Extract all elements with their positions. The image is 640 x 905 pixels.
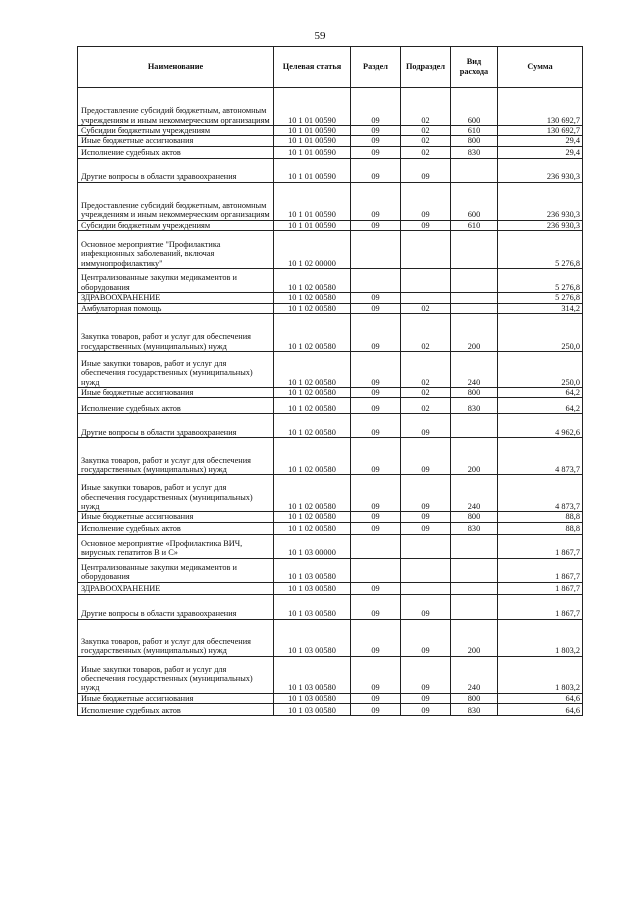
cell-target-article: 10 1 02 00000 bbox=[274, 231, 351, 269]
cell-target-article: 10 1 02 00580 bbox=[274, 414, 351, 438]
table-row bbox=[78, 158, 583, 182]
cell-sum: 4 873,7 bbox=[498, 475, 583, 512]
cell-target-article: 10 1 03 00580 bbox=[274, 656, 351, 693]
cell-expense-type: 800 bbox=[451, 136, 498, 146]
cell-section: 09 bbox=[351, 438, 401, 475]
cell-target-article: 10 1 02 00580 bbox=[274, 522, 351, 534]
cell-target-article: 10 1 03 00580 bbox=[274, 594, 351, 619]
cell-section: 09 bbox=[351, 704, 401, 716]
cell-target-article: 10 1 03 00000 bbox=[274, 534, 351, 558]
cell-expense-type: 600 bbox=[451, 88, 498, 126]
cell-name: Иные закупки товаров, работ и услуг для обеспечения государственных (муниципальных) нужд bbox=[78, 475, 274, 512]
cell-subsection: 02 bbox=[401, 146, 451, 158]
cell-target-article: 10 1 03 00580 bbox=[274, 558, 351, 582]
cell-target-article: 10 1 02 00580 bbox=[274, 438, 351, 475]
cell-section: 09 bbox=[351, 594, 401, 619]
cell-subsection: 09 bbox=[401, 414, 451, 438]
cell-sum: 29,4 bbox=[498, 136, 583, 146]
cell-target-article: 10 1 02 00580 bbox=[274, 314, 351, 352]
cell-expense-type bbox=[451, 534, 498, 558]
cell-section bbox=[351, 534, 401, 558]
cell-expense-type bbox=[451, 558, 498, 582]
cell-section: 09 bbox=[351, 619, 401, 656]
cell-subsection: 02 bbox=[401, 388, 451, 398]
cell-section bbox=[351, 231, 401, 269]
cell-name: Другие вопросы в области здравоохранения bbox=[78, 594, 274, 619]
cell-sum: 1 803,2 bbox=[498, 656, 583, 693]
cell-section: 09 bbox=[351, 522, 401, 534]
cell-expense-type: 240 bbox=[451, 475, 498, 512]
cell-name: Иные закупки товаров, работ и услуг для обеспечения государственных (муниципальных) нужд bbox=[78, 352, 274, 388]
cell-sum: 236 930,3 bbox=[498, 158, 583, 182]
table-row bbox=[78, 126, 583, 136]
cell-sum: 1 803,2 bbox=[498, 619, 583, 656]
table-row bbox=[78, 182, 583, 220]
cell-sum: 1 867,7 bbox=[498, 558, 583, 582]
cell-target-article: 10 1 01 00590 bbox=[274, 182, 351, 220]
table-row bbox=[78, 231, 583, 269]
table-row bbox=[78, 619, 583, 656]
cell-subsection: 09 bbox=[401, 704, 451, 716]
header-sum: Сумма bbox=[498, 47, 583, 88]
cell-target-article: 10 1 01 00590 bbox=[274, 158, 351, 182]
table-header-row bbox=[78, 47, 583, 88]
cell-subsection: 09 bbox=[401, 158, 451, 182]
table-row bbox=[78, 704, 583, 716]
cell-section: 09 bbox=[351, 182, 401, 220]
table-row bbox=[78, 475, 583, 512]
table-row bbox=[78, 398, 583, 414]
cell-name: Другие вопросы в области здравоохранения bbox=[78, 414, 274, 438]
cell-expense-type: 240 bbox=[451, 656, 498, 693]
cell-section: 09 bbox=[351, 126, 401, 136]
cell-sum: 130 692,7 bbox=[498, 126, 583, 136]
cell-sum: 88,8 bbox=[498, 522, 583, 534]
cell-subsection bbox=[401, 231, 451, 269]
cell-expense-type: 830 bbox=[451, 398, 498, 414]
cell-expense-type bbox=[451, 293, 498, 303]
page-number: 59 bbox=[314, 30, 326, 42]
table-row bbox=[78, 512, 583, 522]
cell-target-article: 10 1 01 00590 bbox=[274, 220, 351, 230]
cell-name: Закупка товаров, работ и услуг для обеспечения государственных (муниципальных) нужд bbox=[78, 619, 274, 656]
cell-expense-type: 830 bbox=[451, 704, 498, 716]
cell-name: Предоставление субсидий бюджетным, автономным учреждениям и иным некоммерческим организациям bbox=[78, 182, 274, 220]
cell-expense-type bbox=[451, 303, 498, 313]
table-row bbox=[78, 220, 583, 230]
cell-section: 09 bbox=[351, 136, 401, 146]
cell-expense-type: 240 bbox=[451, 352, 498, 388]
header-name: Наименование bbox=[78, 47, 274, 88]
cell-subsection: 09 bbox=[401, 438, 451, 475]
cell-section: 09 bbox=[351, 314, 401, 352]
cell-target-article: 10 1 01 00590 bbox=[274, 88, 351, 126]
cell-name: Централизованные закупки медикаментов и оборудования bbox=[78, 269, 274, 293]
cell-subsection bbox=[401, 534, 451, 558]
cell-sum: 236 930,3 bbox=[498, 220, 583, 230]
table-row bbox=[78, 522, 583, 534]
cell-sum: 64,6 bbox=[498, 704, 583, 716]
cell-section: 09 bbox=[351, 293, 401, 303]
cell-sum: 5 276,8 bbox=[498, 231, 583, 269]
table-row bbox=[78, 534, 583, 558]
cell-section bbox=[351, 558, 401, 582]
cell-name: Субсидии бюджетным учреждениям bbox=[78, 220, 274, 230]
table-row bbox=[78, 269, 583, 293]
cell-target-article: 10 1 01 00590 bbox=[274, 126, 351, 136]
cell-sum: 250,0 bbox=[498, 314, 583, 352]
cell-name: Исполнение судебных актов bbox=[78, 146, 274, 158]
cell-name: Закупка товаров, работ и услуг для обеспечения государственных (муниципальных) нужд bbox=[78, 438, 274, 475]
cell-expense-type: 200 bbox=[451, 438, 498, 475]
cell-subsection: 09 bbox=[401, 594, 451, 619]
cell-subsection: 02 bbox=[401, 126, 451, 136]
cell-expense-type: 800 bbox=[451, 693, 498, 703]
cell-subsection: 09 bbox=[401, 220, 451, 230]
table-row bbox=[78, 303, 583, 313]
table-row bbox=[78, 582, 583, 594]
table-row bbox=[78, 146, 583, 158]
table-row bbox=[78, 594, 583, 619]
table-row bbox=[78, 414, 583, 438]
cell-sum: 1 867,7 bbox=[498, 582, 583, 594]
cell-section: 09 bbox=[351, 475, 401, 512]
cell-sum: 64,2 bbox=[498, 398, 583, 414]
cell-subsection: 09 bbox=[401, 693, 451, 703]
cell-name: Другие вопросы в области здравоохранения bbox=[78, 158, 274, 182]
cell-target-article: 10 1 03 00580 bbox=[274, 693, 351, 703]
cell-sum: 64,2 bbox=[498, 388, 583, 398]
header-section: Раздел bbox=[351, 47, 401, 88]
cell-subsection bbox=[401, 293, 451, 303]
cell-subsection bbox=[401, 558, 451, 582]
cell-target-article: 10 1 03 00580 bbox=[274, 704, 351, 716]
cell-name: Субсидии бюджетным учреждениям bbox=[78, 126, 274, 136]
cell-name: Исполнение судебных актов bbox=[78, 522, 274, 534]
cell-section: 09 bbox=[351, 158, 401, 182]
table-row bbox=[78, 656, 583, 693]
table-row bbox=[78, 88, 583, 126]
cell-sum: 29,4 bbox=[498, 146, 583, 158]
cell-section: 09 bbox=[351, 693, 401, 703]
cell-section: 09 bbox=[351, 146, 401, 158]
cell-section: 09 bbox=[351, 352, 401, 388]
cell-name: Амбулаторная помощь bbox=[78, 303, 274, 313]
cell-section: 09 bbox=[351, 88, 401, 126]
cell-expense-type: 610 bbox=[451, 220, 498, 230]
cell-section: 09 bbox=[351, 398, 401, 414]
cell-subsection: 02 bbox=[401, 136, 451, 146]
cell-name: Закупка товаров, работ и услуг для обеспечения государственных (муниципальных) нужд bbox=[78, 314, 274, 352]
cell-name: Исполнение судебных актов bbox=[78, 398, 274, 414]
cell-name: Основное мероприятие «Профилактика ВИЧ, вирусных гепатитов В и С» bbox=[78, 534, 274, 558]
cell-sum: 5 276,8 bbox=[498, 269, 583, 293]
cell-name: Предоставление субсидий бюджетным, автономным учреждениям и иным некоммерческим организациям bbox=[78, 88, 274, 126]
cell-section: 09 bbox=[351, 220, 401, 230]
cell-name: Иные бюджетные ассигнования bbox=[78, 693, 274, 703]
cell-subsection: 09 bbox=[401, 475, 451, 512]
cell-target-article: 10 1 02 00580 bbox=[274, 388, 351, 398]
cell-name: Иные бюджетные ассигнования bbox=[78, 512, 274, 522]
cell-expense-type: 200 bbox=[451, 619, 498, 656]
cell-sum: 4 962,6 bbox=[498, 414, 583, 438]
budget-table bbox=[77, 46, 583, 716]
cell-expense-type: 830 bbox=[451, 146, 498, 158]
header-expense-type: Вид расхода bbox=[451, 47, 498, 88]
cell-sum: 88,8 bbox=[498, 512, 583, 522]
cell-subsection: 02 bbox=[401, 88, 451, 126]
cell-name: Централизованные закупки медикаментов и оборудования bbox=[78, 558, 274, 582]
cell-name: Исполнение судебных актов bbox=[78, 704, 274, 716]
cell-name: Иные бюджетные ассигнования bbox=[78, 388, 274, 398]
cell-name: ЗДРАВООХРАНЕНИЕ bbox=[78, 293, 274, 303]
cell-target-article: 10 1 02 00580 bbox=[274, 352, 351, 388]
cell-section bbox=[351, 269, 401, 293]
cell-expense-type: 200 bbox=[451, 314, 498, 352]
cell-sum: 1 867,7 bbox=[498, 534, 583, 558]
cell-name: ЗДРАВООХРАНЕНИЕ bbox=[78, 582, 274, 594]
cell-subsection bbox=[401, 582, 451, 594]
cell-section: 09 bbox=[351, 512, 401, 522]
cell-expense-type: 600 bbox=[451, 182, 498, 220]
cell-expense-type bbox=[451, 582, 498, 594]
cell-sum: 4 873,7 bbox=[498, 438, 583, 475]
cell-expense-type bbox=[451, 594, 498, 619]
header-subsection: Подраздел bbox=[401, 47, 451, 88]
table-row bbox=[78, 388, 583, 398]
cell-expense-type bbox=[451, 231, 498, 269]
table-row bbox=[78, 352, 583, 388]
table-row bbox=[78, 136, 583, 146]
cell-target-article: 10 1 02 00580 bbox=[274, 475, 351, 512]
cell-expense-type bbox=[451, 158, 498, 182]
cell-expense-type: 800 bbox=[451, 388, 498, 398]
cell-expense-type: 800 bbox=[451, 512, 498, 522]
table-row bbox=[78, 438, 583, 475]
cell-target-article: 10 1 02 00580 bbox=[274, 512, 351, 522]
cell-sum: 5 276,8 bbox=[498, 293, 583, 303]
cell-subsection: 02 bbox=[401, 398, 451, 414]
cell-target-article: 10 1 02 00580 bbox=[274, 293, 351, 303]
table-row bbox=[78, 693, 583, 703]
cell-subsection: 09 bbox=[401, 512, 451, 522]
header-target-article: Целевая статья bbox=[274, 47, 351, 88]
cell-expense-type: 830 bbox=[451, 522, 498, 534]
cell-target-article: 10 1 01 00590 bbox=[274, 146, 351, 158]
cell-target-article: 10 1 01 00590 bbox=[274, 136, 351, 146]
cell-sum: 314,2 bbox=[498, 303, 583, 313]
cell-subsection: 09 bbox=[401, 656, 451, 693]
cell-target-article: 10 1 03 00580 bbox=[274, 619, 351, 656]
cell-section: 09 bbox=[351, 303, 401, 313]
cell-name: Иные закупки товаров, работ и услуг для обеспечения государственных (муниципальных) нужд bbox=[78, 656, 274, 693]
table-row bbox=[78, 293, 583, 303]
cell-name: Основное мероприятие "Профилактика инфекционных заболеваний, включая иммунопрофилактику" bbox=[78, 231, 274, 269]
cell-sum: 236 930,3 bbox=[498, 182, 583, 220]
cell-section: 09 bbox=[351, 414, 401, 438]
cell-subsection: 02 bbox=[401, 303, 451, 313]
cell-subsection: 09 bbox=[401, 619, 451, 656]
cell-expense-type: 610 bbox=[451, 126, 498, 136]
cell-subsection bbox=[401, 269, 451, 293]
cell-subsection: 02 bbox=[401, 352, 451, 388]
cell-expense-type bbox=[451, 269, 498, 293]
cell-sum: 64,6 bbox=[498, 693, 583, 703]
cell-sum: 130 692,7 bbox=[498, 88, 583, 126]
cell-name: Иные бюджетные ассигнования bbox=[78, 136, 274, 146]
cell-section: 09 bbox=[351, 582, 401, 594]
cell-sum: 1 867,7 bbox=[498, 594, 583, 619]
cell-target-article: 10 1 02 00580 bbox=[274, 303, 351, 313]
cell-subsection: 02 bbox=[401, 314, 451, 352]
cell-target-article: 10 1 02 00580 bbox=[274, 398, 351, 414]
table-row bbox=[78, 314, 583, 352]
table-body bbox=[78, 88, 583, 716]
cell-expense-type bbox=[451, 414, 498, 438]
table-row bbox=[78, 558, 583, 582]
cell-subsection: 09 bbox=[401, 522, 451, 534]
cell-subsection: 09 bbox=[401, 182, 451, 220]
cell-sum: 250,0 bbox=[498, 352, 583, 388]
cell-target-article: 10 1 02 00580 bbox=[274, 269, 351, 293]
cell-target-article: 10 1 03 00580 bbox=[274, 582, 351, 594]
cell-section: 09 bbox=[351, 388, 401, 398]
cell-section: 09 bbox=[351, 656, 401, 693]
